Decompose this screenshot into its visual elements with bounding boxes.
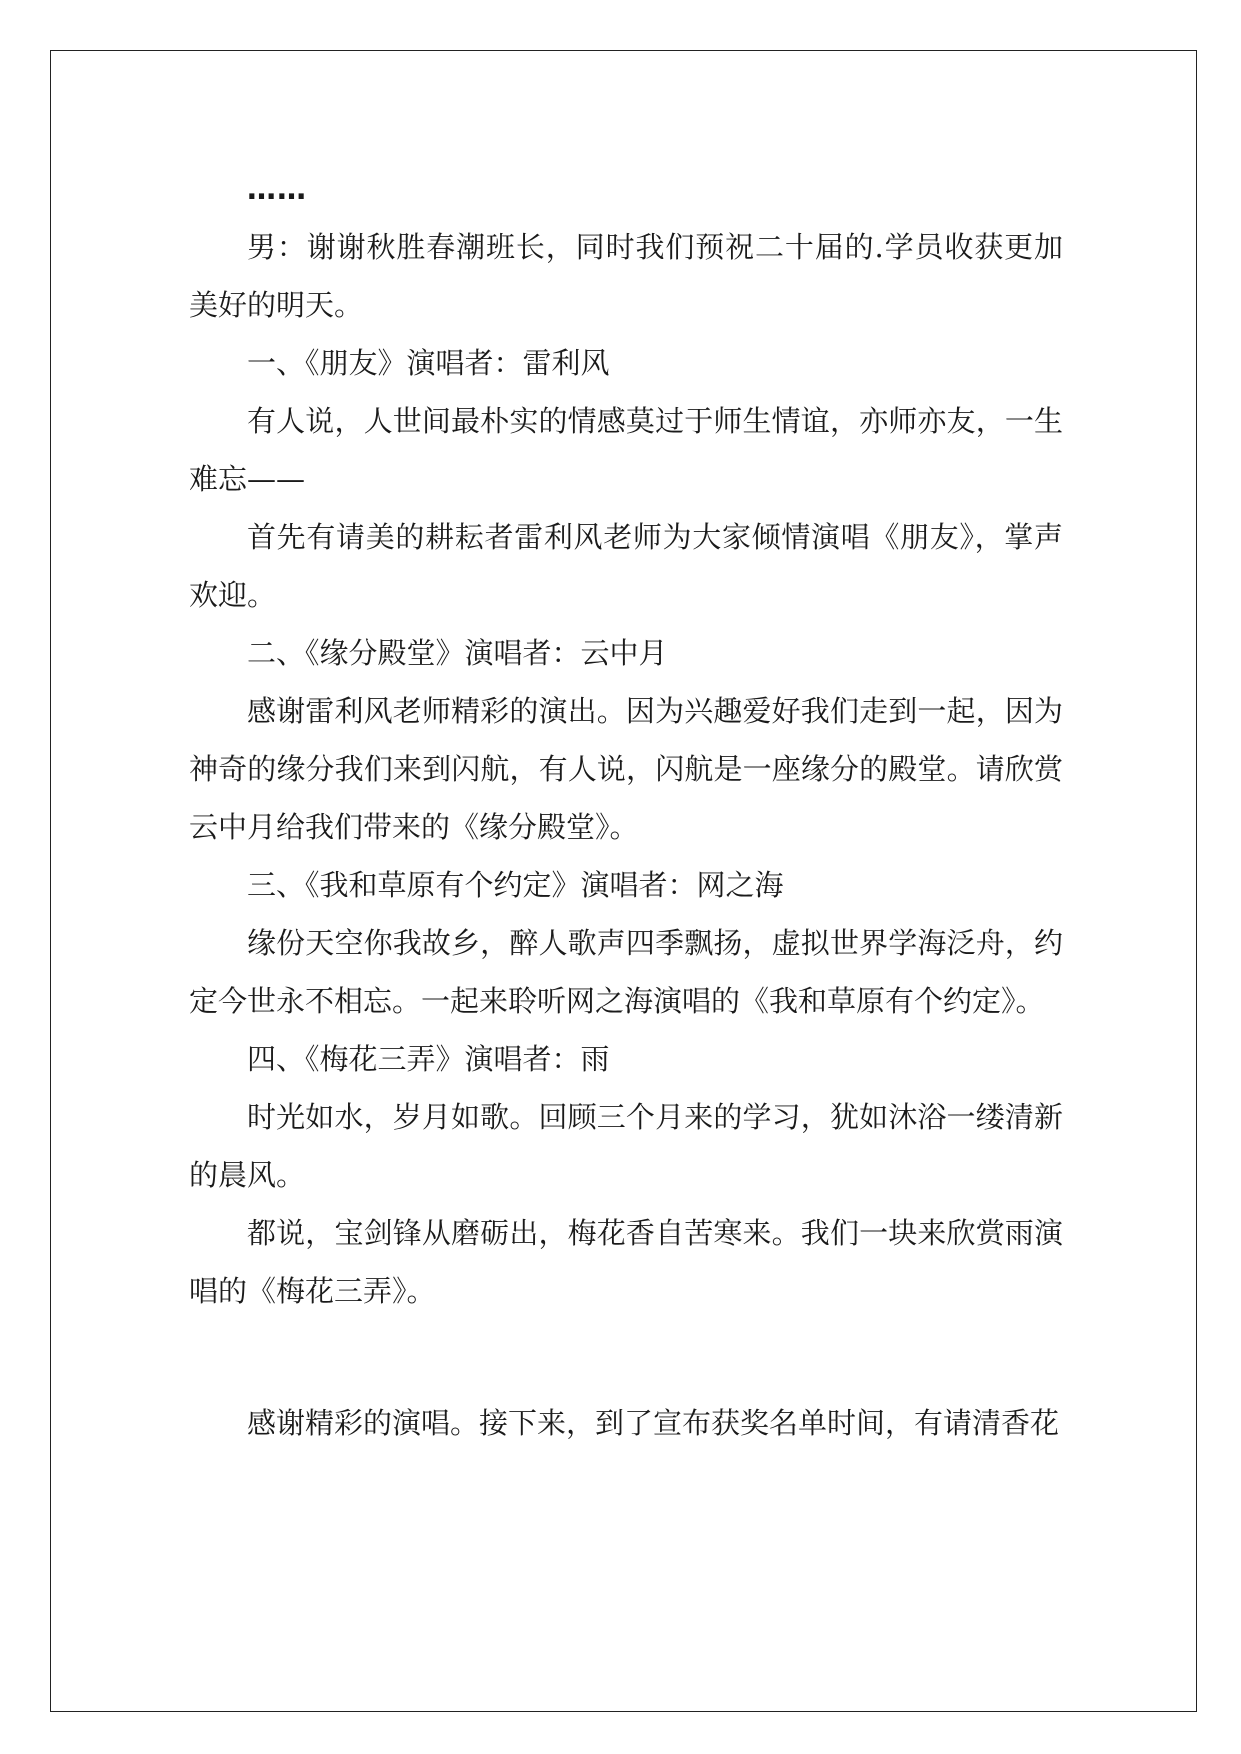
paragraph-introduce-song-4: 都说，宝剑锋从磨砺出，梅花香自苦寒来。我们一块来欣赏雨演唱的《梅花三弄》。 [189,1216,1063,1308]
paragraph-introduce-song-2: 感谢雷利风老师精彩的演出。因为兴趣爱好我们走到一起，因为神奇的缘分我们来到闪航，有人说，闪航是一座缘分的殿堂。请欣赏云中月给我们带来的《缘分殿堂》。 [189,694,1063,844]
blank-gap [189,1320,1063,1394]
program-item-1-heading: 一、《朋友》演唱者：雷利风 [247,346,610,380]
paragraph-award-announcement: 感谢精彩的演唱。接下来，到了宣布获奖名单时间，有请清香花 [247,1406,1060,1440]
paragraph-introduce-song-3: 缘份天空你我故乡，醉人歌声四季飘扬，虚拟世界学海泛舟，约定今世永不相忘。一起来聆听网之海演唱的《我和草原有个约定》。 [189,926,1063,1018]
program-item-2-heading: 二、《缘分殿堂》演唱者：云中月 [247,636,668,670]
paragraph-time-like-water: 时光如水，岁月如歌。回顾三个月来的学习，犹如沐浴一缕清新的晨风。 [189,1100,1063,1192]
paragraph-teacher-friendship: 有人说，人世间最朴实的情感莫过于师生情谊，亦师亦友，一生难忘—— [189,404,1063,496]
paragraph-closing-remarks: 男：谢谢秋胜春潮班长，同时我们预祝二十届的.学员收获更加美好的明天。 [189,230,1063,322]
program-item-4-heading: 四、《梅花三弄》演唱者：雨 [247,1042,610,1076]
paragraph-introduce-song-1: 首先有请美的耕耘者雷利风老师为大家倾情演唱《朋友》，掌声欢迎。 [189,520,1063,612]
ellipsis-line: …… [247,172,307,206]
document-body [189,160,1063,1452]
program-item-3-heading: 三、《我和草原有个约定》演唱者：网之海 [247,868,784,902]
